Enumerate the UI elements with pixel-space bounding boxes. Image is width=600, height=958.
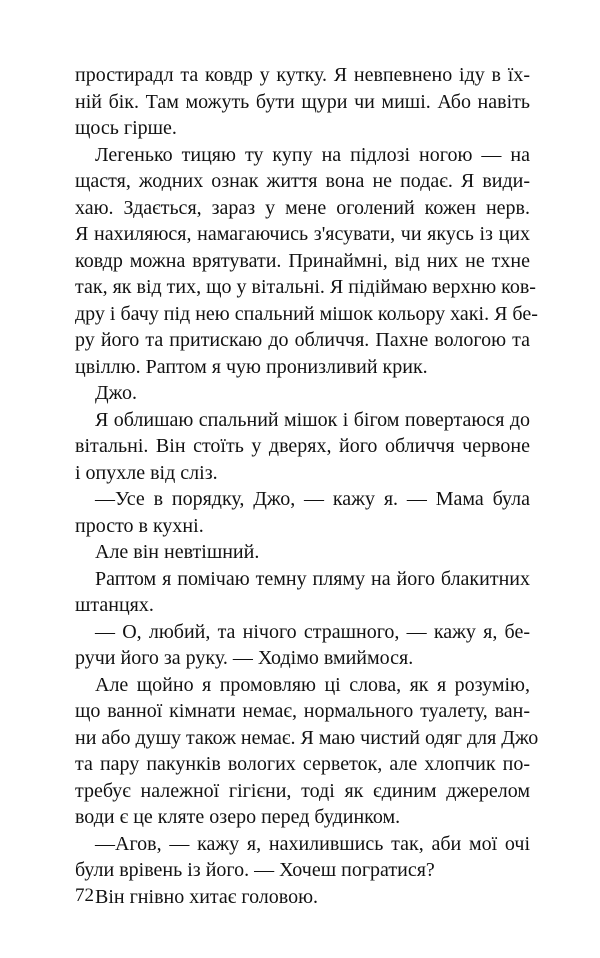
text-line: води є це кляте озеро перед будинком. [75, 806, 401, 828]
text-line: Джо. [95, 382, 137, 404]
text-line: щастя, жодних ознак життя вона не подає. Я види- [75, 170, 530, 192]
text-line: хаю. Здається, зараз у мене оголений кожен нерв. [75, 196, 530, 219]
text-line: Раптом я помічаю темну пляму на його блакитних [95, 567, 530, 590]
text-line: ковдр можна врятувати. Принаймні, від них не тхне [75, 249, 530, 272]
paragraph [75, 884, 530, 911]
text-line: та пару пакунків вологих серветок, але хлопчик по- [75, 753, 530, 775]
paragraph [75, 407, 530, 487]
text-line: Легенько тицяю ту купу на підлозі ногою — на [95, 143, 530, 166]
text-line: що ванної кімнати немає, нормального туалету, ван- [75, 700, 530, 722]
text-line: простирадл та ковдр у кутку. Я невпевнено іду в їх- [75, 64, 530, 86]
paragraph [75, 539, 530, 566]
text-line: були врівень із його. — Хочеш погратися? [75, 859, 435, 881]
paragraph [75, 619, 530, 672]
text-line: цвіллю. Раптом я чую пронизливий крик. [75, 355, 428, 378]
text-line: просто в кухні. [75, 514, 204, 537]
text-line: ній бік. Там можуть бути щури чи миші. Або навіть [75, 90, 530, 113]
paragraph [75, 142, 538, 381]
text-line: ру його та притискаю до обличчя. Пахне вологою та [75, 329, 530, 351]
text-line: Але щойно я промовляю ці слова, як я розумію, [95, 673, 530, 696]
paragraph [75, 380, 530, 407]
paragraph [75, 566, 530, 619]
text-line: Я облишаю спальний мішок і бігом повертаюся до [95, 408, 530, 431]
text-line: і опухле від сліз. [75, 461, 218, 484]
paragraph [75, 486, 530, 539]
paragraph [75, 831, 530, 884]
body-text [75, 62, 539, 910]
page-number: 72 [75, 885, 94, 906]
paragraph [75, 672, 539, 831]
text-line: — О, любий, та нічого страшного, — кажу я, бе- [95, 620, 530, 643]
text-line: щось гірше. [75, 117, 177, 139]
text-line: Він гнівно хитає головою. [95, 885, 319, 908]
text-line: так, як від тих, що у вітальні. Я підіймаю верхню ков- [75, 276, 536, 298]
text-line: штанцях. [75, 594, 154, 616]
text-line: требує належної гігієни, тоді як єдиним джерелом [75, 779, 530, 802]
paragraph [75, 62, 530, 142]
text-line: ни або душу також немає. Я маю чистий одяг для Джо [75, 726, 539, 749]
text-line: Я нахиляюся, намагаючись з'ясувати, чи якусь із цих [75, 223, 530, 245]
text-line: вітальні. Він стоїть у дверях, його обличчя червоне [75, 435, 530, 457]
text-line: дру і бачу під нею спальний мішок кольору хакі. Я бе- [75, 302, 538, 325]
text-line: —Агов, — кажу я, нахилившись так, аби мої очі [95, 832, 530, 855]
text-line: —Усе в порядку, Джо, — кажу я. — Мама була [95, 488, 530, 510]
text-line: ручи його за руку. — Ходімо вмиймося. [75, 647, 414, 669]
text-line: Але він невтішний. [95, 541, 260, 563]
